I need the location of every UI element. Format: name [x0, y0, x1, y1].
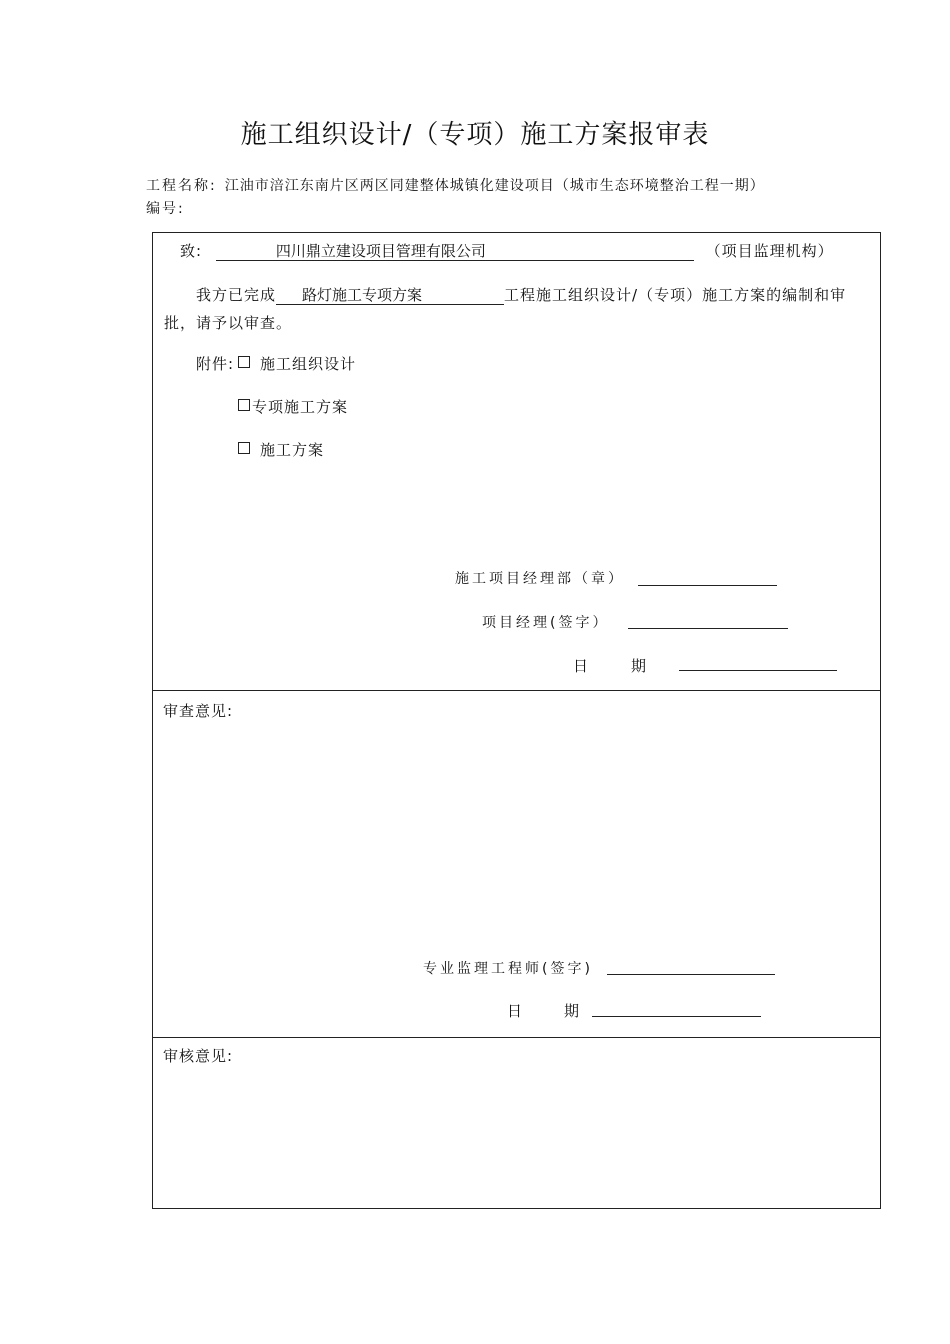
row-divider-2	[152, 1037, 881, 1038]
body-line-2: 批，请予以审查。	[164, 314, 293, 332]
project-name-row	[146, 175, 765, 195]
attachment-label-3: 施工方案	[260, 441, 325, 459]
attachment-item-3[interactable]	[238, 439, 324, 460]
submission-date-period: 期	[631, 657, 648, 675]
recipient-name: 四川鼎立建设项目管理有限公司	[275, 242, 486, 260]
dept-seal-label: 施工项目经理部（章）	[455, 571, 625, 587]
recipient-field	[216, 242, 694, 261]
to-label: 致:	[180, 242, 203, 260]
manager-sign-label: 项目经理(签字）	[482, 615, 610, 631]
checkbox-icon[interactable]	[238, 399, 250, 411]
checkbox-icon[interactable]	[238, 442, 250, 454]
plan-name-field	[276, 286, 504, 305]
review-date-line	[592, 1016, 761, 1017]
body-line-1	[196, 284, 846, 305]
audit-heading: 审核意见:	[163, 1047, 234, 1065]
dept-seal-line	[638, 585, 777, 586]
manager-sign-line	[628, 628, 788, 629]
body-suffix: 工程施工组织设计/（专项）施工方案的编制和审	[504, 286, 847, 304]
engineer-sign-line	[607, 974, 775, 975]
form-table	[152, 232, 881, 1209]
recipient-suffix: （项目监理机构）	[705, 242, 834, 260]
checkbox-icon[interactable]	[238, 356, 250, 368]
attachment-item-1[interactable]	[238, 353, 356, 374]
submission-date-line	[679, 670, 837, 671]
attachment-label-1: 施工组织设计	[260, 355, 357, 373]
review-date-period: 期	[564, 1002, 581, 1020]
body-prefix: 我方已完成	[196, 286, 277, 304]
page-title: 施工组织设计/（专项）施工方案报审表	[240, 120, 710, 150]
project-name-label: 工程名称:	[146, 178, 217, 194]
review-heading: 审查意见:	[163, 702, 234, 720]
project-name-value: 江油市涪江东南片区两区同建整体城镇化建设项目（城市生态环境整治工程一期）	[224, 178, 765, 194]
attachment-label-2: 专项施工方案	[252, 398, 349, 416]
submission-date-day: 日	[573, 657, 590, 675]
row-divider-1	[152, 690, 881, 691]
plan-name-value: 路灯施工专项方案	[302, 286, 423, 304]
review-date-day: 日	[507, 1002, 524, 1020]
document-number-label: 编号:	[146, 201, 185, 217]
attachments-label: 附件:	[196, 355, 235, 373]
attachment-item-2[interactable]	[238, 396, 348, 417]
recipient-row	[180, 240, 834, 261]
engineer-sign-label: 专业监理工程师(签字)	[423, 961, 593, 977]
